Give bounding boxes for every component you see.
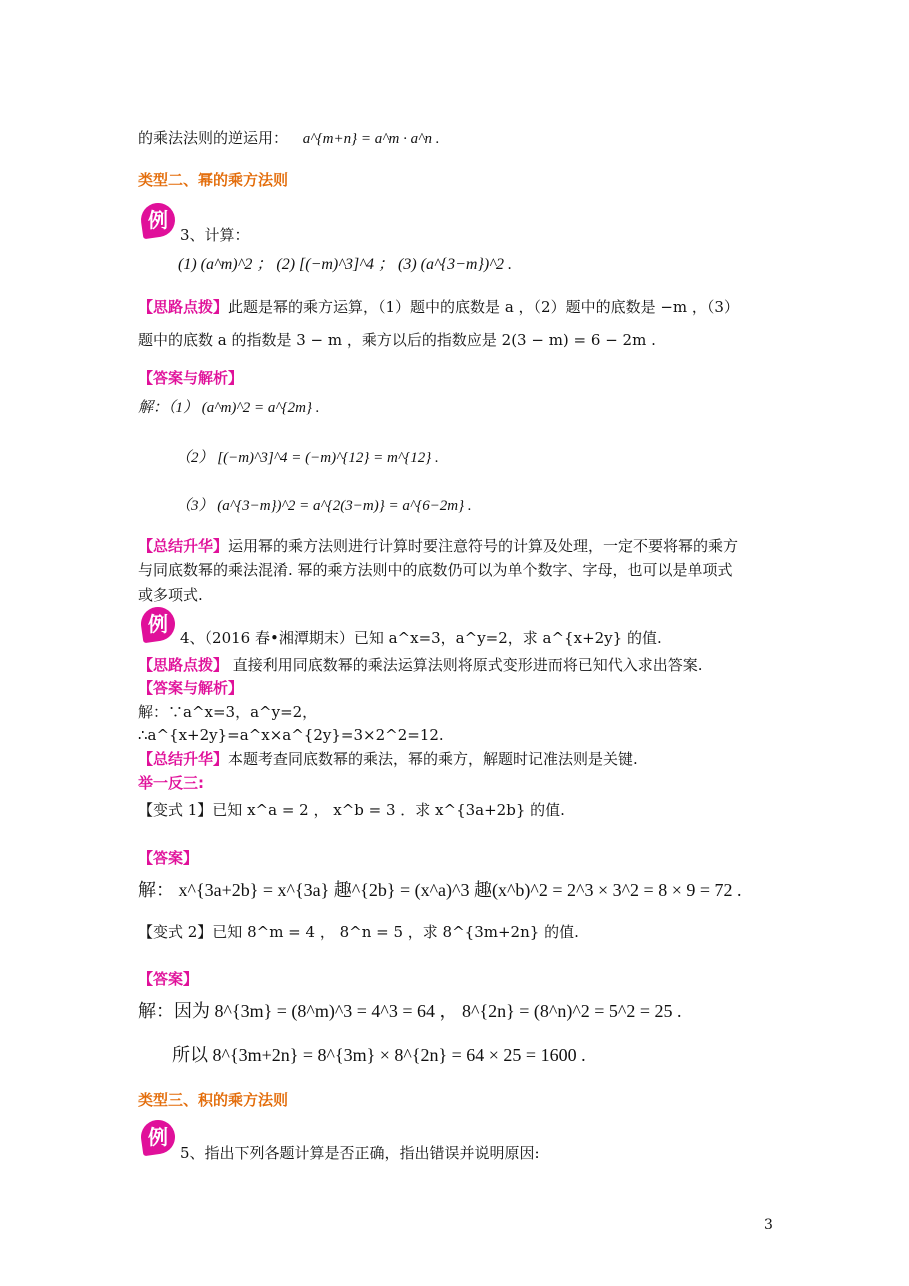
summary-tag: 【总结升华】	[138, 750, 229, 768]
example-badge-icon: 例	[139, 605, 177, 643]
summary-line-3: 或多项式.	[138, 586, 203, 604]
question-3-parts: (1) (a^m)^2 ； (2) [(−m)^3]^4 ； (3) (a^{3−m})^2 .	[178, 256, 512, 273]
example-badge-icon: 例	[139, 1118, 177, 1156]
variant-1: 【变式 1】已知 x^a = 2 ， x^b = 3 ．求 x^{3a+2b} 的值.	[138, 801, 565, 819]
question-5: 5、指出下列各题计算是否正确，指出错误并说明原因:	[180, 1144, 540, 1162]
question-3: 3、计算：	[180, 226, 250, 244]
variant-2: 【变式 2】已知 8^m = 4 ， 8^n = 5 ，求 8^{3m+2n} 的值.	[138, 923, 579, 941]
summary-2-line	[138, 749, 638, 769]
summary-line-1	[138, 536, 738, 556]
answer-3-line: 解： x^{3a+2b} = x^{3a} 趣^{2b} = (x^a)^3 趣(x^b)^2 = 2^3 × 3^2 = 8 × 9 = 72 .	[138, 880, 742, 900]
answer-line-2: （2） [(−m)^3]^4 = (−m)^{12} = m^{12} .	[176, 450, 439, 466]
hint-text: 此题是幂的乘方运算，（1）题中的底数是 a ，（2）题中的底数是 −m ，（3）	[228, 298, 739, 316]
text-line	[138, 128, 439, 149]
answer-line-3: （3） (a^{3−m})^2 = a^{2(3−m)} = a^{6−2m} .	[176, 498, 472, 514]
answer-tag: 【答案与解析】	[138, 369, 244, 387]
answer-line-1: 解：（1） (a^m)^2 = a^{2m} .	[138, 400, 320, 416]
answer-tag: 【答案与解析】	[138, 679, 244, 697]
hint-tag: 【思路点拨】	[138, 298, 229, 316]
hint-tag: 【思路点拨】	[138, 656, 229, 674]
practice-heading: 举一反三:	[138, 774, 204, 792]
answer-4-line-1: 解：因为 8^{3m} = (8^m)^3 = 4^3 = 64 ， 8^{2n} = (8^n)^2 = 5^2 = 25 .	[138, 1001, 682, 1021]
example-badge-icon: 例	[139, 201, 177, 239]
hint-2-line	[138, 655, 703, 675]
answer-2-line-1: 解：∵a^x=3，a^y=2，	[138, 703, 318, 721]
question-4: 4、（2016 春•湘潭期末）已知 a^x=3，a^y=2，求 a^{x+2y} 的值.	[180, 629, 662, 647]
text: 的乘法法则的逆运用：	[138, 129, 289, 147]
summary-text: 本题考查同底数幂的乘法，幂的乘方，解题时记准法则是关键.	[228, 750, 638, 768]
hint-text: 直接利用同底数幂的乘法运算法则将原式变形进而将已知代入求出答案.	[228, 656, 703, 674]
answer-tag: 【答案】	[138, 849, 199, 867]
section-heading: 类型三、积的乘方法则	[138, 1091, 289, 1109]
hint-line-1	[138, 297, 739, 317]
section-heading: 类型二、幂的乘方法则	[138, 171, 289, 189]
answer-2-line-2: ∴a^{x+2y}=a^x×a^{2y}=3×2^2=12.	[138, 726, 444, 744]
hint-line-2: 题中的底数 a 的指数是 3 − m ，乘方以后的指数应是 2(3 − m) = 6 − 2m .	[138, 331, 656, 349]
answer-4-line-2: 所以 8^{3m+2n} = 8^{3m} × 8^{2n} = 64 × 25 = 1600 .	[172, 1045, 586, 1065]
formula: a^{m+n} = a^m · a^n .	[302, 131, 440, 147]
summary-line-2: 与同底数幂的乘法混淆. 幂的乘方法则中的底数仍可以为单个数字、字母，也可以是单项式	[138, 561, 733, 579]
page-number: 3	[764, 1217, 773, 1233]
summary-text: 运用幂的乘方法则进行计算时要注意符号的计算及处理，一定不要将幂的乘方	[228, 537, 739, 555]
answer-tag: 【答案】	[138, 970, 199, 988]
summary-tag: 【总结升华】	[138, 537, 229, 555]
